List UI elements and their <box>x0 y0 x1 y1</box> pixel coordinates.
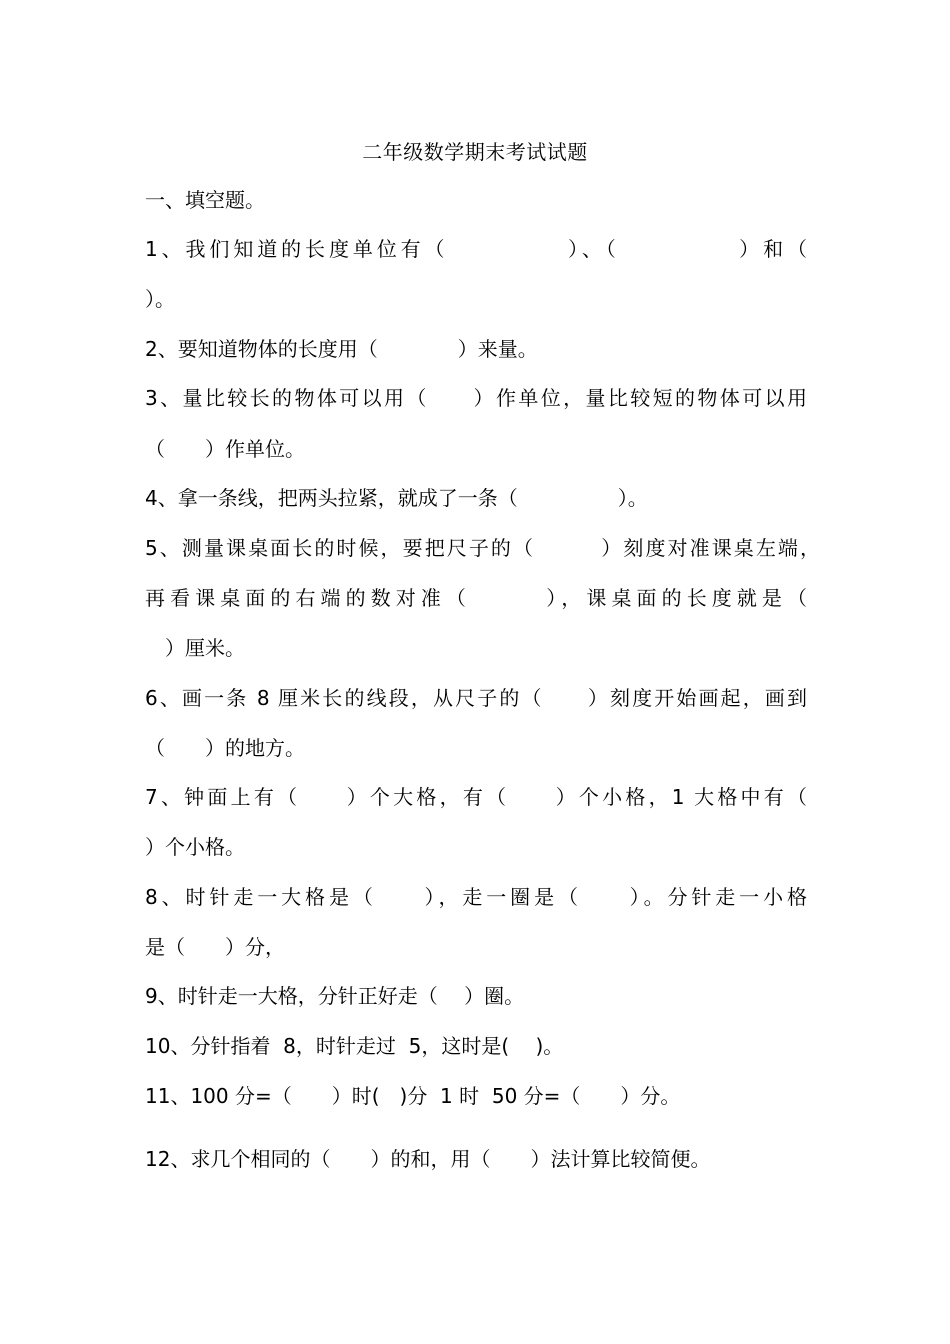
question-9: 9、时针走一大格，分针正好走（ ）圈。 <box>145 984 525 1008</box>
document-title: 二年级数学期末考试试题 <box>362 140 588 164</box>
question-5-line-1: 5、测量课桌面长的时候，要把尺子的（ ）刻度对准课桌左端， <box>145 536 820 560</box>
section-heading: 一、填空题。 <box>145 188 265 212</box>
question-6-line-1: 6、画一条 8 厘米长的线段，从尺子的（ ）刻度开始画起，画到 <box>145 686 807 710</box>
question-4: 4、拿一条线，把两头拉紧，就成了一条（ ）。 <box>145 486 648 510</box>
question-2: 2、要知道物体的长度用（ ）来量。 <box>145 337 538 361</box>
question-7-line-2: ）个小格。 <box>145 835 245 859</box>
question-10: 10、分针指着 8，时针走过 5，这时是( )。 <box>145 1034 564 1058</box>
question-8-line-2: 是（ ）分， <box>145 935 285 959</box>
question-7-line-1: 7、钟面上有（ ）个大格，有（ ）个小格，1 大格中有（ <box>145 785 807 809</box>
question-11: 11、100 分=（ ）时( )分 1 时 50 分=（ ）分。 <box>145 1084 681 1108</box>
question-1-line-1: 1、我们知道的长度单位有（ ）、（ ）和（ <box>145 237 807 261</box>
question-6-line-2: （ ）的地方。 <box>145 736 305 760</box>
question-3-line-1: 3、量比较长的物体可以用（ ）作单位，量比较短的物体可以用 <box>145 386 807 410</box>
question-5-line-3: ）厘米。 <box>165 636 245 660</box>
question-3-line-2: （ ）作单位。 <box>145 437 305 461</box>
question-8-line-1: 8、时针走一大格是（ ），走一圈是（ ）。分针走一小格 <box>145 885 807 909</box>
question-5-line-2: 再看课桌面的右端的数对准（ ），课桌面的长度就是（ <box>145 586 807 610</box>
question-1-line-2: ）。 <box>145 287 175 311</box>
question-12: 12、求几个相同的（ ）的和，用（ ）法计算比较简便。 <box>145 1147 711 1171</box>
